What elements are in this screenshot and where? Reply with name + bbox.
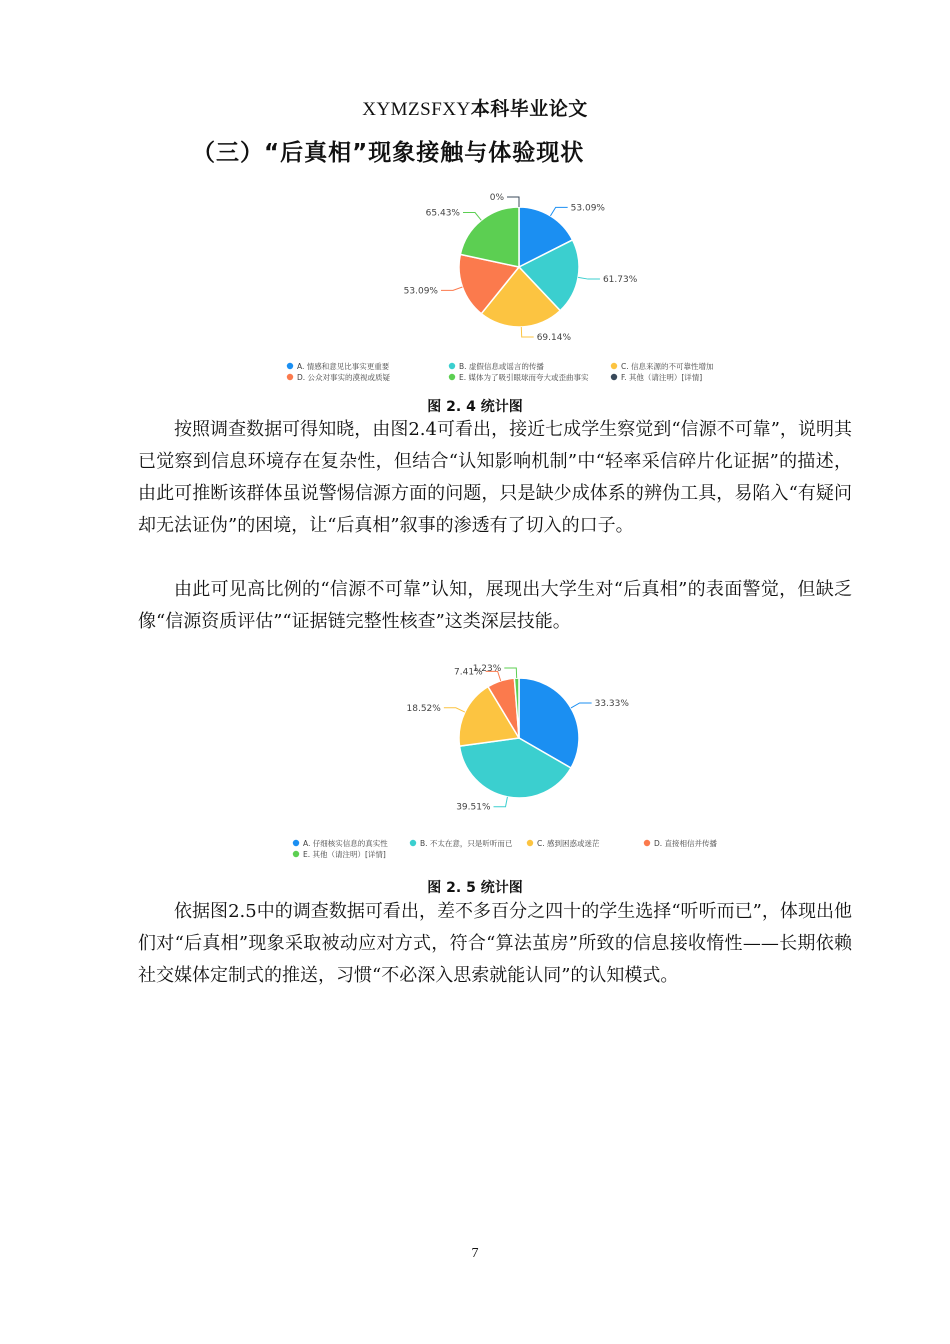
legend-label-b: B. 不太在意，只是听听而已	[420, 839, 513, 848]
data-label-e: 1.23%	[472, 664, 502, 675]
leader-line-f	[507, 197, 519, 207]
leader-line-a	[571, 703, 592, 708]
data-label-f: 0%	[489, 193, 504, 203]
legend-marker-a	[287, 363, 293, 369]
data-label-e: 65.43%	[425, 208, 461, 219]
pie-chart-2-5	[280, 645, 740, 865]
legend-label-d: D. 公众对事实的漠视或质疑	[297, 373, 391, 382]
legend-label-d: D. 直接相信并传播	[654, 839, 718, 848]
data-label-a: 53.09%	[570, 203, 605, 214]
legend-marker-e	[449, 374, 455, 380]
legend-label-e: E. 其他（请注明）[详情]	[303, 850, 386, 859]
data-label-c: 18.52%	[406, 703, 441, 714]
data-label-b: 61.73%	[602, 275, 638, 286]
figure-2-5	[280, 645, 740, 865]
legend-marker-d	[287, 374, 293, 380]
legend-marker-d	[644, 840, 650, 846]
header-school-code: XYMZSFXY	[362, 99, 471, 120]
legend-marker-a	[293, 840, 299, 846]
figure-2-4	[280, 180, 740, 385]
legend-marker-b	[410, 840, 416, 846]
leader-line-e	[504, 668, 516, 678]
data-label-c: 69.14%	[536, 332, 572, 343]
legend-label-b: B. 虚假信息或谣言的传播	[459, 362, 544, 371]
page-number: 7	[471, 1246, 479, 1261]
legend-label-e: E. 媒体为了吸引眼球而夸大或歪曲事实	[459, 373, 589, 382]
section-title: （三）“后真相”现象接触与体验现状	[192, 140, 585, 166]
data-label-d: 53.09%	[403, 286, 438, 297]
leader-line-d	[441, 287, 462, 290]
legend-marker-e	[293, 851, 299, 857]
leader-line-a	[550, 207, 567, 216]
data-label-b: 39.51%	[456, 802, 491, 813]
figure-2-5-caption: 图 2. 5 统计图	[427, 880, 523, 896]
legend-label-c: C. 信息来源的不可靠性增加	[621, 362, 714, 371]
legend-marker-b	[449, 363, 455, 369]
legend-label-a: A. 仔细核实信息的真实性	[303, 839, 388, 848]
legend-label-a: A. 情感和意见比事实更重要	[297, 362, 390, 371]
leader-line-b	[494, 797, 508, 807]
data-label-a: 33.33%	[594, 698, 629, 709]
leader-line-c	[444, 708, 465, 712]
legend-label-f: F. 其他（请注明）[详情]	[621, 373, 703, 382]
paragraph-1: 按照调查数据可得知晓，由图2.4可看出，接近七成学生察觉到“信源不可靠”，说明其已觉察到信息环境存在复杂性，但结合“认知影响机制”中“轻率采信碎片化证据”的描述，由此可推断该群体虽说警惕信源方面的问题，只是缺少成体系的辨伪工具，易陷入“有疑问却无法证伪”的困境，让“后真相”叙事的渗透有了切入的口子。	[138, 419, 852, 536]
figure-2-4-caption: 图 2. 4 统计图	[427, 399, 523, 415]
paragraph-3: 依据图2.5中的调查数据可看出，差不多百分之四十的学生选择“听听而已”，体现出他们对“后真相”现象采取被动应对方式，符合“算法茧房”所致的信息接收惰性——长期依赖社交媒体定制式的推送，习惯“不必深入思索就能认同”的认知模式。	[138, 901, 852, 986]
leader-line-e	[463, 213, 481, 221]
paragraph-2: 由此可见高比例的“信源不可靠”认知，展现出大学生对“后真相”的表面警觉，但缺乏像“信源资质评估”“证据链完整性核查”这类深层技能。	[138, 579, 852, 632]
data-label-d: 7.41%	[454, 667, 483, 678]
leader-line-b	[578, 277, 600, 279]
legend-label-c: C. 感到困惑或迷茫	[537, 839, 600, 848]
thesis-header	[0, 94, 950, 121]
legend-marker-c	[611, 363, 617, 369]
pie-chart-2-4	[280, 180, 740, 385]
leader-line-c	[521, 327, 533, 337]
header-thesis-type: 本科毕业论文	[470, 98, 588, 120]
legend-marker-f	[611, 374, 617, 380]
legend-marker-c	[527, 840, 533, 846]
